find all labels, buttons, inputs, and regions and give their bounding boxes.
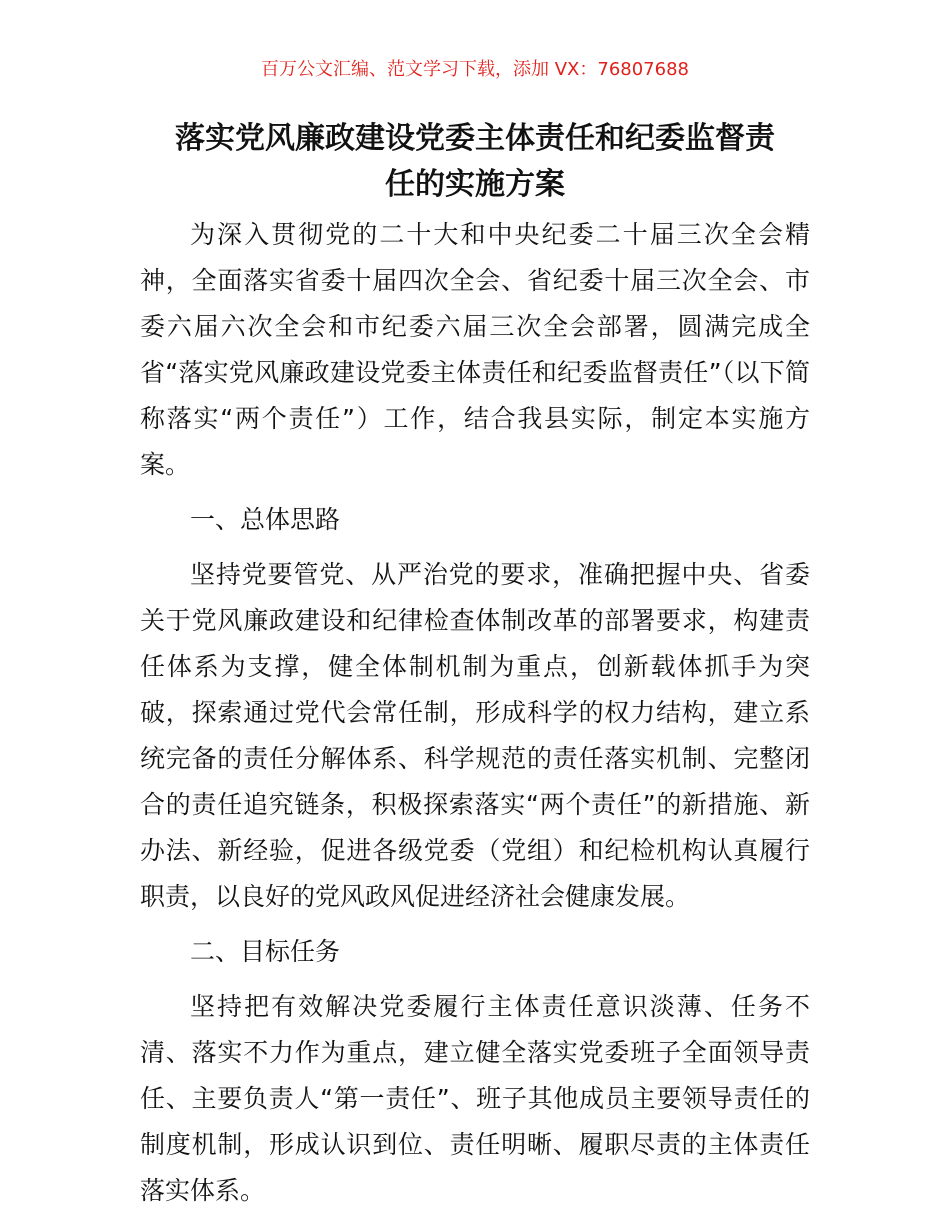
section-paragraph-2: 坚持把有效解决党委履行主体责任意识淡薄、任务不清、落实不力作为重点，建立健全落实党委班子全面领导责任、主要负责人“第一责任”、班子其他成员主要领导责任的制度机制，形成认识到位、责任明晰、履职尽责的主体责任落实体系。 [140,992,810,1205]
intro-paragraph: 为深入贯彻党的二十大和中央纪委二十届三次全会精神，全面落实省委十届四次全会、省纪委十届三次全会、市委六届六次全会和市纪委六届三次全会部署，圆满完成全省“落实党风廉政建设党委主体责任和纪委监督责任”（以下简称落实“两个责任”）工作，结合我县实际，制定本实施方案。 [140,220,810,479]
watermark-header: 百万公文汇编、范文学习下载，添加 VX：76807688 [261,59,689,80]
section-heading-1: 一、总体思路 [190,505,341,534]
title-line-2: 任的实施方案 [385,167,565,202]
document-body [140,212,810,1214]
section-paragraph-1: 坚持党要管党、从严治党的要求，准确把握中央、省委关于党风廉政建设和纪律检查体制改革的部署要求，构建责任体系为支撑，健全体制机制为重点，创新载体抓手为突破，探索通过党代会常任制，形成科学的权力结构，建立系统完备的责任分解体系、科学规范的责任落实机制、完整闭合的责任追究链条，积极探索落实“两个责任”的新措施、新办法、新经验，促进各级党委（党组）和纪检机构认真履行职责，以良好的党风政风促进经济社会健康发展。 [140,560,810,911]
section-heading-2: 二、目标任务 [190,937,341,966]
document-title [140,116,810,208]
title-line-1: 落实党风廉政建设党委主体责任和纪委监督责 [175,121,775,156]
